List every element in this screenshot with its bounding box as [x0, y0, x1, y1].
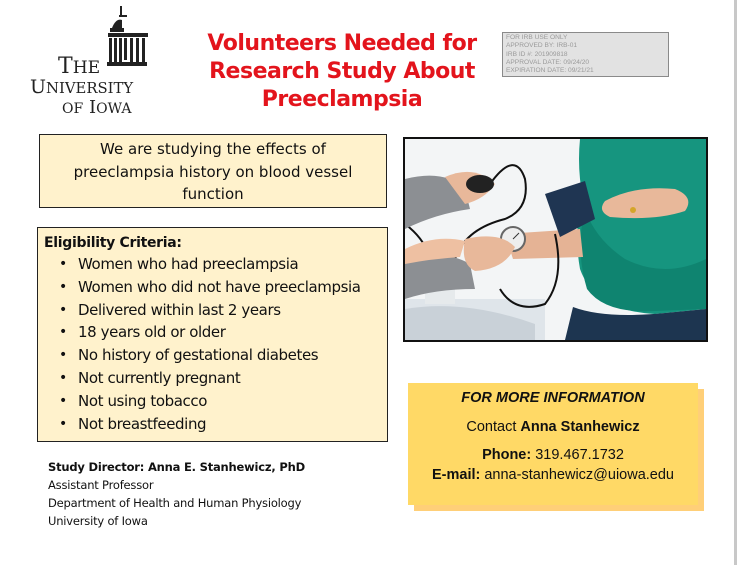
phone-line: Phone: 319.467.1732 — [482, 447, 624, 463]
director-name: Study Director: Anna E. Stanhewicz, PhD — [48, 460, 305, 474]
bullet-icon: • — [59, 301, 67, 318]
director-title: Assistant Professor — [48, 478, 154, 492]
irb-line: EXPIRATION DATE: 09/21/21 — [506, 67, 594, 75]
intro-line: function — [182, 185, 244, 203]
photo-illustration — [405, 139, 706, 340]
eligibility-item: • 18 years old or older — [44, 321, 387, 344]
irb-line: IRB ID #: 201909818 — [506, 50, 568, 58]
bullet-icon: • — [59, 415, 67, 432]
blood-pressure-photo — [403, 137, 708, 342]
irb-line: FOR IRB USE ONLY — [506, 34, 568, 41]
intro-line: preeclampsia history on blood vessel — [73, 162, 353, 181]
title-line: Volunteers Needed for — [207, 31, 477, 56]
bullet-icon: • — [59, 324, 67, 341]
eligibility-item: • No history of gestational diabetes — [44, 344, 387, 367]
eligibility-item: • Not using tobacco — [44, 390, 387, 413]
director-institution: University of Iowa — [48, 514, 148, 528]
eligibility-item: • Women who did not have preeclampsia — [44, 276, 387, 299]
bullet-icon: • — [59, 347, 67, 364]
logo-text-university: UNIVERSITY — [30, 76, 134, 98]
eligibility-item: • Not breastfeeding — [44, 413, 387, 436]
title-line: Preeclampsia — [261, 87, 423, 112]
eligibility-heading: Eligibility Criteria: — [44, 235, 182, 251]
logo-text-the: THE — [58, 54, 101, 79]
contact-info-box — [408, 383, 698, 505]
eligibility-list — [44, 253, 387, 435]
study-purpose-box — [39, 134, 387, 208]
director-department: Department of Health and Human Physiology — [48, 496, 302, 510]
eligibility-criteria-box — [37, 227, 388, 442]
university-of-iowa-logo — [30, 6, 155, 116]
contact-line: Contact Anna Stanhewicz — [466, 419, 640, 435]
old-capitol-dome-icon — [102, 6, 150, 74]
intro-line: We are studying the effects of — [100, 140, 326, 158]
eligibility-item: • Delivered within last 2 years — [44, 299, 387, 322]
irb-approval-stamp — [502, 32, 669, 77]
study-director-info — [48, 458, 305, 530]
bullet-icon: • — [59, 278, 67, 295]
flyer-title — [192, 30, 492, 114]
bullet-icon: • — [59, 369, 67, 386]
email-address[interactable]: anna-stanhewicz@uiowa.edu — [480, 467, 674, 483]
title-line: Research Study About — [209, 59, 475, 84]
irb-line: APPROVED BY: IRB-01 — [506, 42, 578, 50]
info-heading: FOR MORE INFORMATION — [461, 390, 645, 406]
contact-name: Anna Stanhewicz — [520, 419, 640, 435]
bullet-icon: • — [59, 392, 67, 409]
eligibility-item: • Women who had preeclampsia — [44, 253, 387, 276]
bullet-icon: • — [59, 256, 67, 272]
phone-number[interactable]: 319.467.1732 — [531, 447, 624, 463]
irb-line: APPROVAL DATE: 09/24/20 — [506, 58, 590, 66]
logo-text-of-iowa: OF IOWA — [62, 97, 132, 118]
eligibility-item: • Not currently pregnant — [44, 367, 387, 390]
email-line: E-mail: anna-stanhewicz@uiowa.edu — [431, 467, 674, 483]
